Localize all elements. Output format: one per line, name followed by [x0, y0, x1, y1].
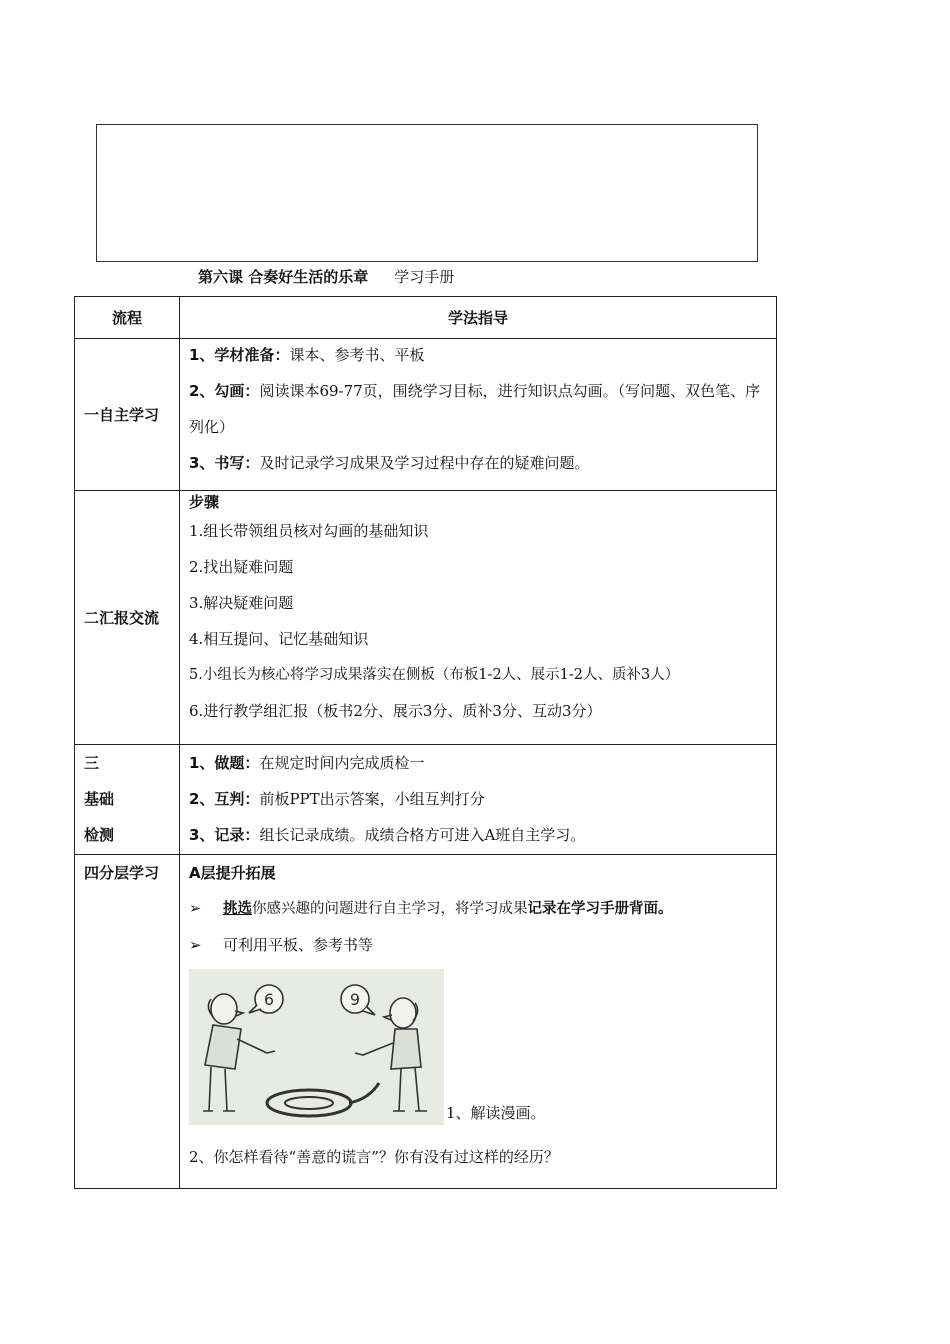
row-content-tiered [180, 855, 777, 1189]
row-content-self-study [180, 339, 777, 491]
arrow-bullet-icon: ➢ [189, 901, 202, 917]
list-item: 6.进行教学组汇报（板书2分、展示3分、质补3分、互动3分） [189, 702, 602, 720]
row-label-tiered: 四分层学习 [75, 855, 180, 1189]
steps-heading: 步骤 [189, 493, 220, 511]
table-row [75, 491, 777, 745]
list-item: 2.找出疑难问题 [189, 558, 294, 576]
list-item: ➢ 挑选你感兴趣的问题进行自主学习，将学习成果记录在学习手册背面。 [189, 891, 768, 927]
list-item: 3.解决疑难问题 [189, 594, 294, 612]
list-item: 5.小组长为核心将学习成果落实在侧板（布板1-2人、展示1-2人、质补3人） [189, 667, 680, 683]
list-item: ➢ 可利用平板、参考书等 [189, 927, 768, 963]
list-item: 4.相互提问、记忆基础知识 [189, 630, 369, 648]
tier-heading: A层提升拓展 [189, 864, 276, 882]
question-1: 1、解读漫画。 [446, 1104, 546, 1122]
list-item: 1、做题：在规定时间内完成质检一 [189, 754, 425, 772]
header-guide: 学法指导 [180, 297, 777, 339]
row-content-report [180, 491, 777, 745]
row-label-check: 三 基础 检测 [75, 745, 180, 855]
study-guide-table [74, 296, 777, 1189]
table-header-row [75, 297, 777, 339]
header-flow: 流程 [75, 297, 180, 339]
empty-frame [96, 124, 758, 262]
list-item: 3、记录：组长记录成绩。成绩合格方可进入A班自主学习。 [189, 826, 586, 844]
page-title [198, 266, 454, 287]
question-2: 2、你怎样看待“善意的谎言”？你有没有过这样的经历？ [189, 1148, 559, 1166]
title-sub: 学习手册 [394, 268, 455, 286]
list-item: 1.组长带领组员核对勾画的基础知识 [189, 522, 429, 540]
bubble-digit-left: 6 [263, 990, 275, 1009]
table-row [75, 339, 777, 491]
row-label-report: 二汇报交流 [75, 491, 180, 745]
row-label-self-study: 一自主学习 [75, 339, 180, 491]
table-row [75, 855, 777, 1189]
arrow-bullet-icon: ➢ [189, 936, 202, 954]
title-main: 第六课 合奏好生活的乐章 [198, 268, 369, 286]
list-item: 3、书写：及时记录学习成果及学习过程中存在的疑难问题。 [189, 454, 590, 472]
row-content-check [180, 745, 777, 855]
list-item: 2、互判：前板PPT出示答案，小组互判打分 [189, 790, 485, 808]
list-item: 2、勾画：阅读课本69-77页，围绕学习目标，进行知识点勾画。（写问题、双色笔、序列化） [189, 382, 761, 436]
table-row [75, 745, 777, 855]
bubble-digit-right: 9 [349, 990, 361, 1009]
cartoon-block [189, 969, 768, 1125]
cartoon-image [189, 969, 444, 1125]
list-item: 1、学材准备：课本、参考书、平板 [189, 346, 425, 364]
